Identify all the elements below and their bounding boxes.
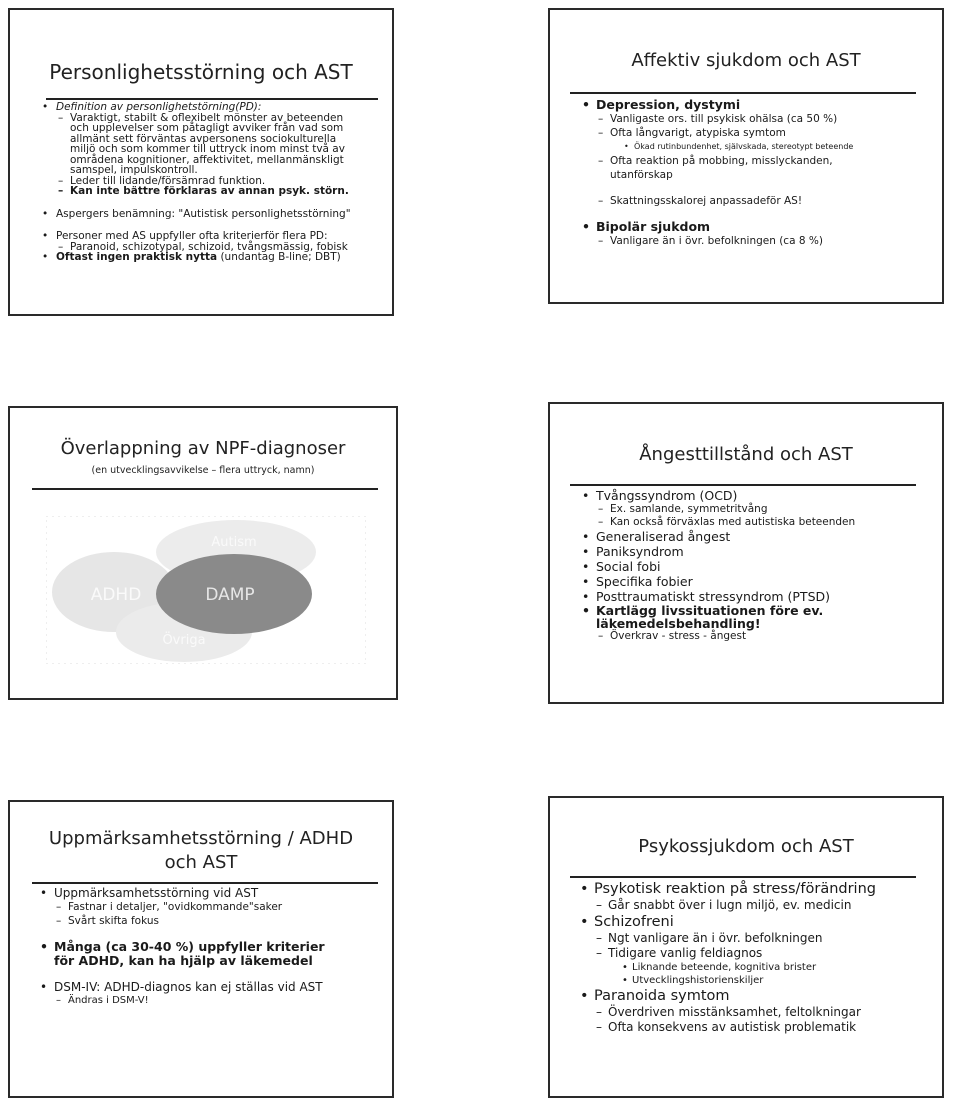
text-line: för ADHD, kan ha hjälp av läkemedel [54,953,313,968]
slide-body [580,488,855,643]
text-line: allmänt sett förväntas avpersonens sociokulturella [70,132,337,145]
sub-bullet: – Ngt vanligare än i övr. befolkningen [578,931,876,946]
bullet [40,252,351,263]
slide-title: Affektiv sjukdom och AST [631,50,861,71]
text-line: läkemedelsbehandling! [596,616,761,631]
sub-bullet: – Varaktigt, stabilt & oflexibelt mönster av beteenden [40,113,351,124]
bullet: • Tvångssyndrom (OCD) [580,488,855,503]
sub-bullet: – Kan också förväxlas med autistiska beteenden [580,516,855,529]
slide-angesttillstand [548,402,944,704]
bullet: • Schizofreni [578,913,876,931]
venn-diagram [46,516,366,664]
bullet: • Psykotisk reaktion på stress/förändring [578,880,876,898]
venn-label-adhd: ADHD [90,585,142,605]
bullet: • Kartlägg livssituationen före ev. [580,604,855,617]
sub-bullet: – Ändras i DSM-V! [38,994,325,1008]
sub-sub-bullet: • Ökad rutinbundenhet, självskada, stereotypt beteende [580,140,853,154]
bullet: • Depression, dystymi [580,98,853,112]
title-rule [46,98,378,100]
sub-bullet: – Ofta långvarigt, atypiska symtom [580,126,853,140]
slide-body [580,98,853,248]
bullet: • Social fobi [580,559,855,574]
bullet: • Generaliserad ångest [580,529,855,544]
slide-psykossjukdom [548,796,944,1098]
sub-bullet: – Kan inte bättre förklaras av annan psyk. störn. [40,186,351,197]
slide-title: Psykossjukdom och AST [638,836,854,857]
bold-text: Oftast ingen praktisk nytta [56,251,218,263]
sub-bullet: – Paranoid, schizotypal, schizoid, tvångsmässig, fobisk [40,242,351,253]
sub-bullet: – Går snabbt över i lugn miljö, ev. medicin [578,898,876,913]
sub-bullet: – Vanligare än i övr. befolkningen (ca 8 %) [580,234,853,248]
bullet: • Personer med AS uppfyller ofta kriterierför flera PD: [40,231,351,242]
bullet: • Paniksyndrom [580,544,855,559]
text-line: samspel, impulskontroll. [70,164,198,176]
slide-uppmarksamhetsstorning [8,800,394,1098]
text-line: utanförskap [610,169,673,181]
sub-bullet: – Överdriven misstänksamhet, feltolkningar [578,1005,876,1020]
sub-sub-bullet: • Liknande beteende, kognitiva brister [578,961,876,974]
slide-body [40,102,351,263]
bullet: • Bipolär sjukdom [580,220,853,234]
sub-bullet: – Överkrav - stress - ångest [580,630,855,643]
sub-sub-bullet: • Utvecklingshistorienskiljer [578,974,876,987]
bullet: • Många (ca 30-40 %) uppfyller kriterier [38,940,325,954]
title-rule [570,484,916,486]
bullet: • Definition av personlighetstörning(PD): [40,102,351,113]
bullet: • Aspergers benämning: "Autistisk personlighetsstörning" [40,209,351,220]
sub-bullet: – Ex. samlande, symmetritvång [580,503,855,516]
text: (undantag B-line; DBT) [220,251,341,263]
text-line: miljö och som kommer till uttryck inom minst två av [70,143,345,155]
slide-body [578,880,876,1035]
slide-personlighetsstorning [8,8,394,316]
venn-label-autism: Autism [211,535,257,550]
slide-title: Överlappning av NPF-diagnoser [60,438,346,459]
bullet: • Posttraumatiskt stressyndrom (PTSD) [580,589,855,604]
sub-bullet: – Vanligaste ors. till psykisk ohälsa (ca 50 %) [580,112,853,126]
bullet: • Specifika fobier [580,574,855,589]
slide-title-line2: och AST [164,852,238,873]
slide-title: Uppmärksamhetsstörning / ADHD [48,828,354,849]
venn-label-damp: DAMP [205,585,255,605]
sub-bullet: – Fastnar i detaljer, "ovidkommande"saker [38,900,325,914]
slide-overlappning [8,406,398,700]
bullet: • DSM-IV: ADHD-diagnos kan ej ställas vid AST [38,980,325,994]
bullet: • Paranoida symtom [578,987,876,1005]
slide-title: Personlighetsstörning och AST [49,60,353,84]
title-rule [570,92,916,94]
sub-bullet: – Skattningsskalorej anpassadeför AS! [580,194,853,208]
sub-bullet: – Tidigare vanlig feldiagnos [578,946,876,961]
sub-bullet: – Leder till lidande/försämrad funktion. [40,176,351,187]
title-rule [570,876,916,878]
slide-title: Ångesttillstånd och AST [639,444,853,465]
title-rule [32,882,378,884]
slide-affektiv-sjukdom [548,8,944,304]
slide-body [38,886,325,1008]
text-line: områdena kognitioner, affektivitet, mellanmänskligt [70,153,344,166]
slide-subtitle: (en utvecklingsavvikelse – flera uttryck, namn) [91,465,315,476]
sub-bullet: – Ofta reaktion på mobbing, misslyckanden, [580,154,853,168]
sub-bullet: – Svårt skifta fokus [38,914,325,928]
title-rule [32,488,378,490]
sub-bullet: – Ofta konsekvens av autistisk problematik [578,1020,876,1035]
venn-label-ovriga: Övriga [162,633,206,648]
text-line: och upplevelser som påtagligt avviker från vad som [70,122,344,134]
bullet: • Uppmärksamhetsstörning vid AST [38,886,325,900]
